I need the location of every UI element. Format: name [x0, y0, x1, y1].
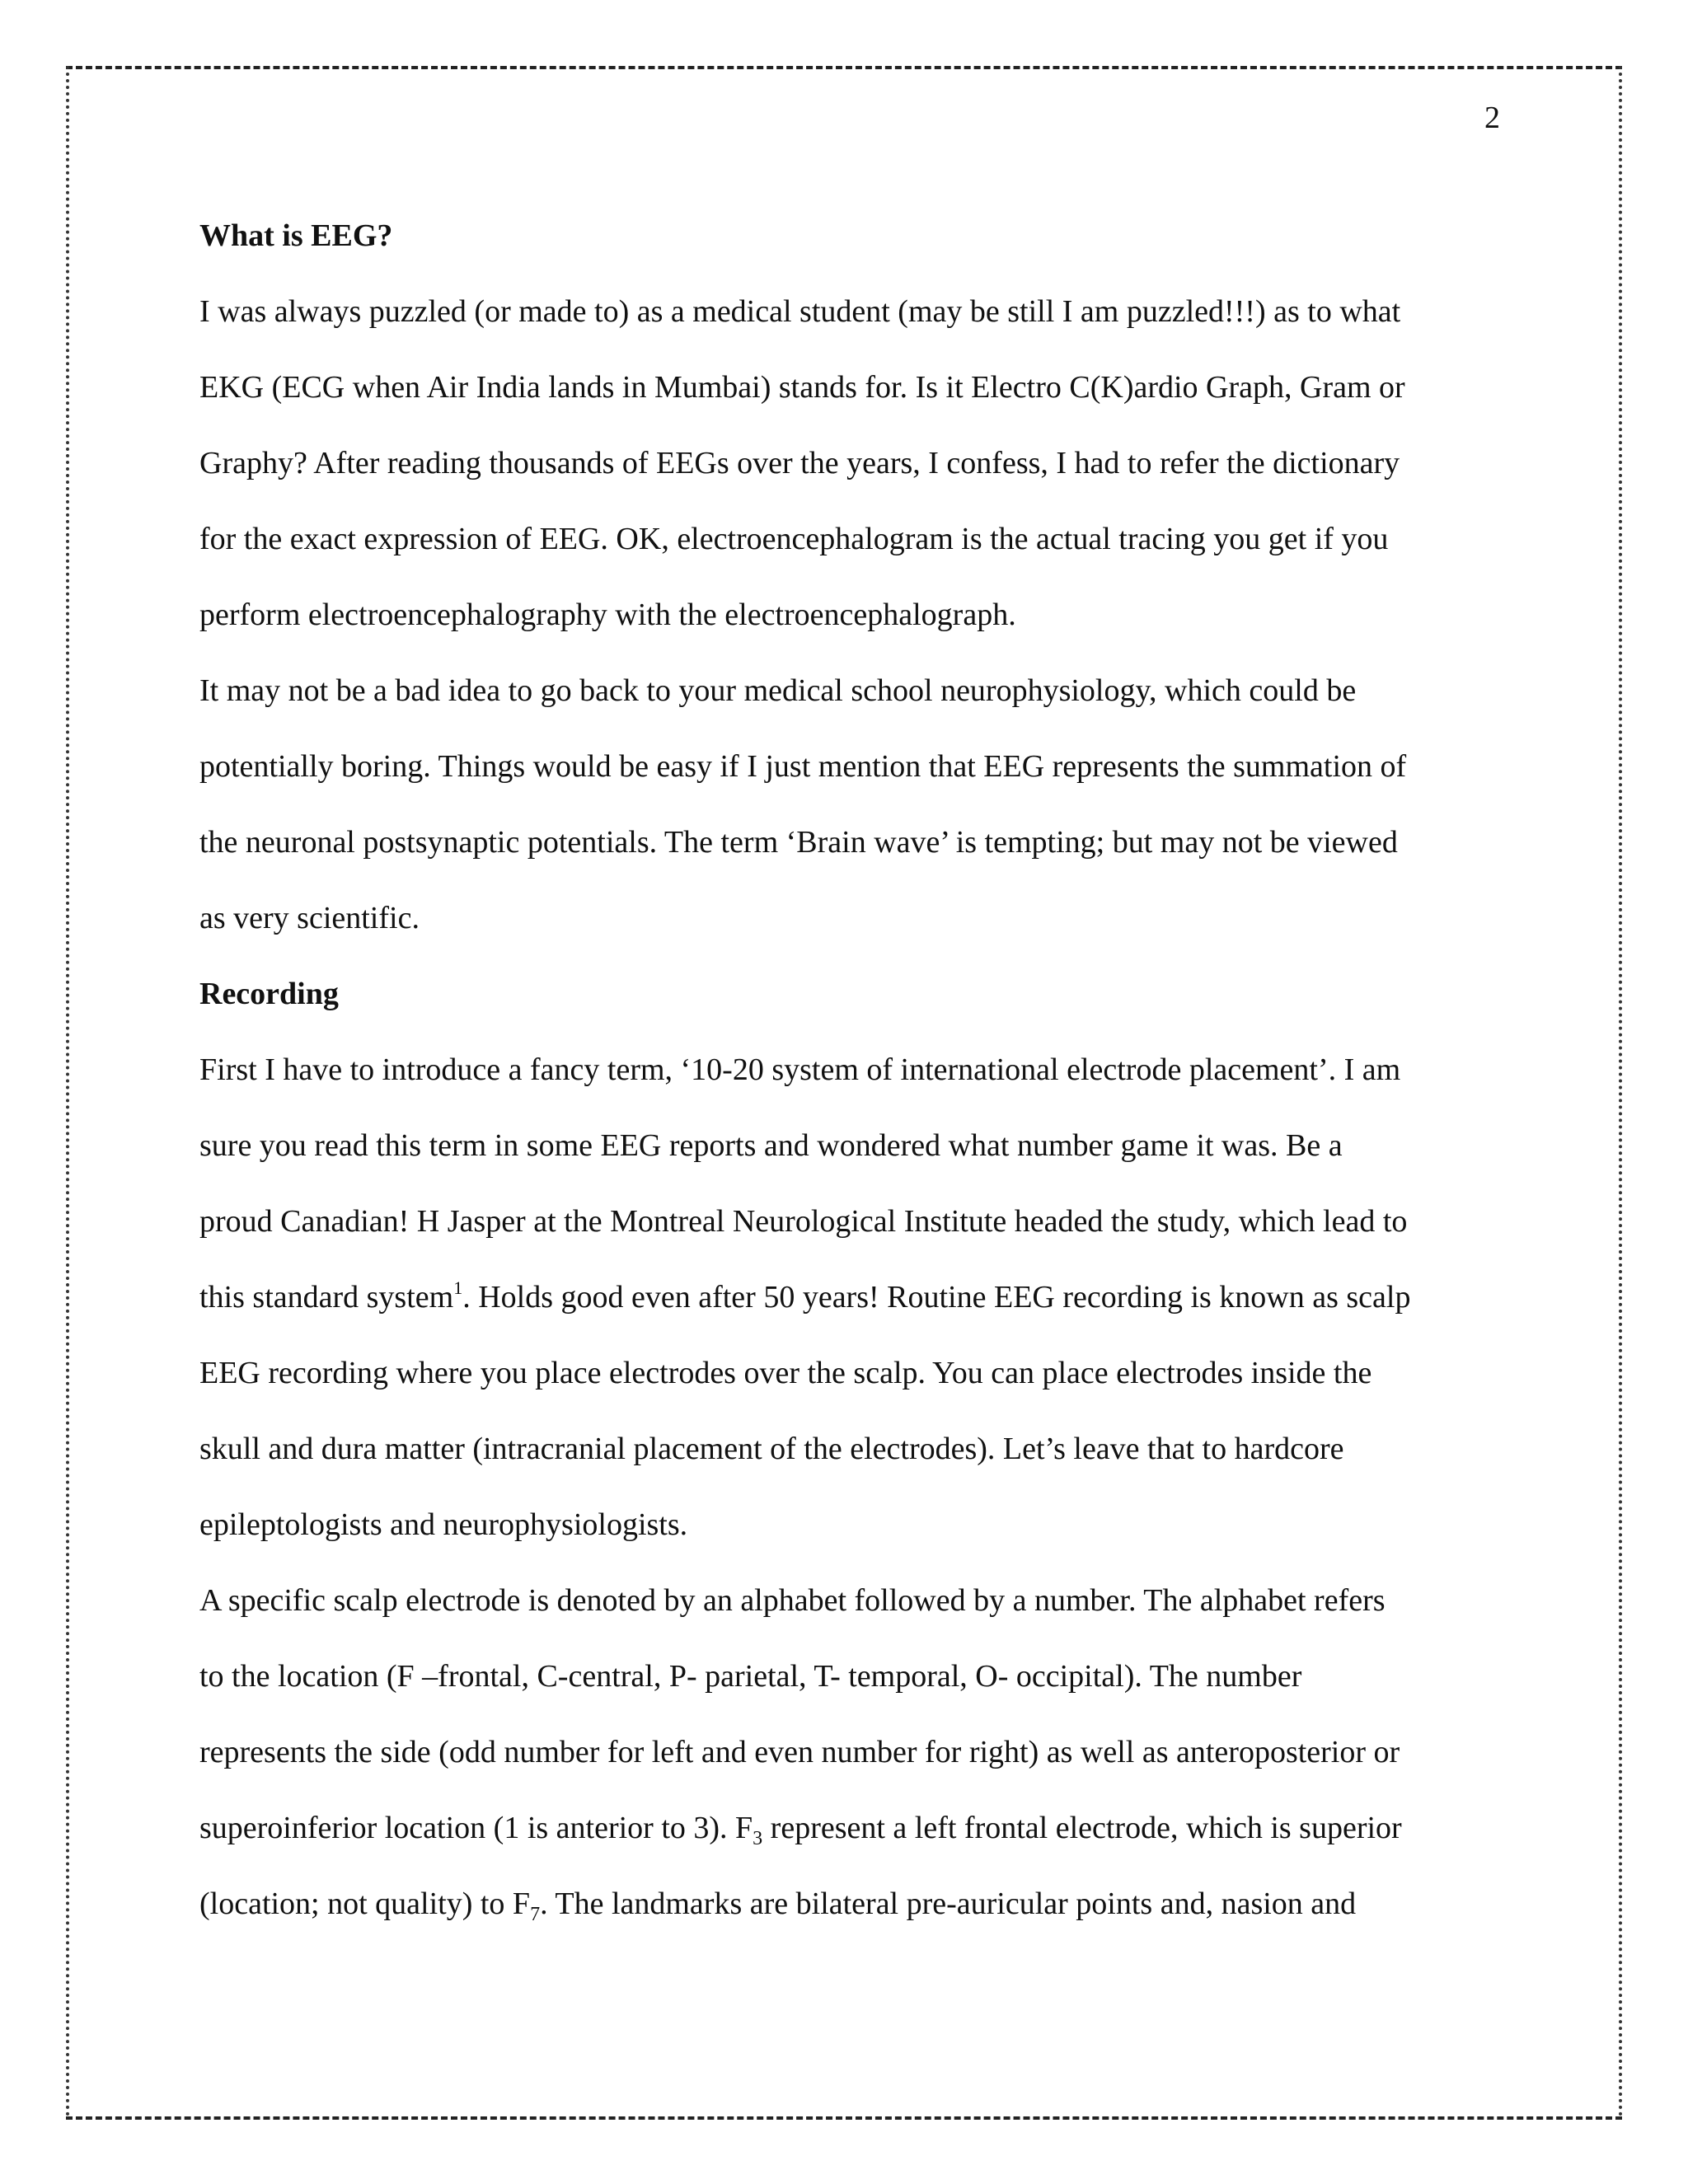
paragraph-line	[199, 1866, 1518, 1942]
paragraph-line: EKG (ECG when Air India lands in Mumbai) stands for. Is it Electro C(K)ardio Graph, Gram or	[199, 370, 1405, 405]
page-border-bottom	[66, 2116, 1622, 2120]
footnote-reference: 1	[453, 1277, 463, 1298]
paragraph-line: skull and dura matter (intracranial placement of the electrodes). Let’s leave that to hardcore	[199, 1432, 1344, 1466]
paragraph-line: I was always puzzled (or made to) as a medical student (may be still I am puzzled!!!) as to what	[199, 294, 1401, 329]
paragraph-line: as very scientific.	[199, 901, 420, 935]
electrode-subscript: 7	[530, 1904, 541, 1925]
page-border-top	[66, 66, 1622, 69]
section-heading-recording: Recording	[199, 977, 339, 1011]
paragraph-line	[199, 1790, 1518, 1866]
page-border-right	[1619, 66, 1622, 2118]
document-body	[199, 198, 1518, 1942]
electrode-subscript: 3	[753, 1828, 763, 1849]
section-heading-what-is-eeg: What is EEG?	[199, 218, 393, 253]
page-border-left	[66, 66, 69, 2118]
paragraph-line: potentially boring. Things would be easy if I just mention that EEG represents the summation of	[199, 749, 1407, 784]
paragraph-line: Graphy? After reading thousands of EEGs over the years, I confess, I had to refer the dictionary	[199, 446, 1400, 480]
paragraph-text: (location; not quality) to F	[199, 1886, 531, 1921]
paragraph-text: . The landmarks are bilateral pre-auricular points and, nasion and	[540, 1886, 1357, 1921]
paragraph-text: represent a left frontal electrode, which is superior	[762, 1811, 1402, 1845]
paragraph-line: A specific scalp electrode is denoted by an alphabet followed by a number. The alphabet refers	[199, 1583, 1386, 1618]
paragraph-text: superoinferior location (1 is anterior to 3). F	[199, 1811, 753, 1845]
paragraph-line: It may not be a bad idea to go back to your medical school neurophysiology, which could be	[199, 673, 1357, 708]
paragraph-line: for the exact expression of EEG. OK, electroencephalogram is the actual tracing you get if you	[199, 522, 1389, 556]
paragraph-line	[199, 1259, 1518, 1335]
paragraph-text: this standard system	[199, 1280, 454, 1315]
paragraph-line: EEG recording where you place electrodes over the scalp. You can place electrodes inside the	[199, 1356, 1372, 1390]
paragraph-line: sure you read this term in some EEG reports and wondered what number game it was. Be a	[199, 1128, 1343, 1163]
paragraph-line: perform electroencephalography with the electroencephalograph.	[199, 598, 1016, 632]
paragraph-line: the neuronal postsynaptic potentials. The term ‘Brain wave’ is tempting; but may not be viewed	[199, 825, 1398, 860]
paragraph-line: proud Canadian! H Jasper at the Montreal Neurological Institute headed the study, which lead to	[199, 1204, 1408, 1239]
paragraph-line: First I have to introduce a fancy term, ‘10-20 system of international electrode placement’. I am	[199, 1052, 1401, 1087]
paragraph-text: . Holds good even after 50 years! Routine EEG recording is known as scalp	[462, 1280, 1411, 1315]
paragraph-line: to the location (F –frontal, C-central, P- parietal, T- temporal, O- occipital). The number	[199, 1659, 1302, 1694]
paragraph-line: epileptologists and neurophysiologists.	[199, 1507, 688, 1542]
page-number: 2	[1484, 101, 1500, 135]
paragraph-line: represents the side (odd number for left and even number for right) as well as anteroposterior or	[199, 1735, 1400, 1769]
